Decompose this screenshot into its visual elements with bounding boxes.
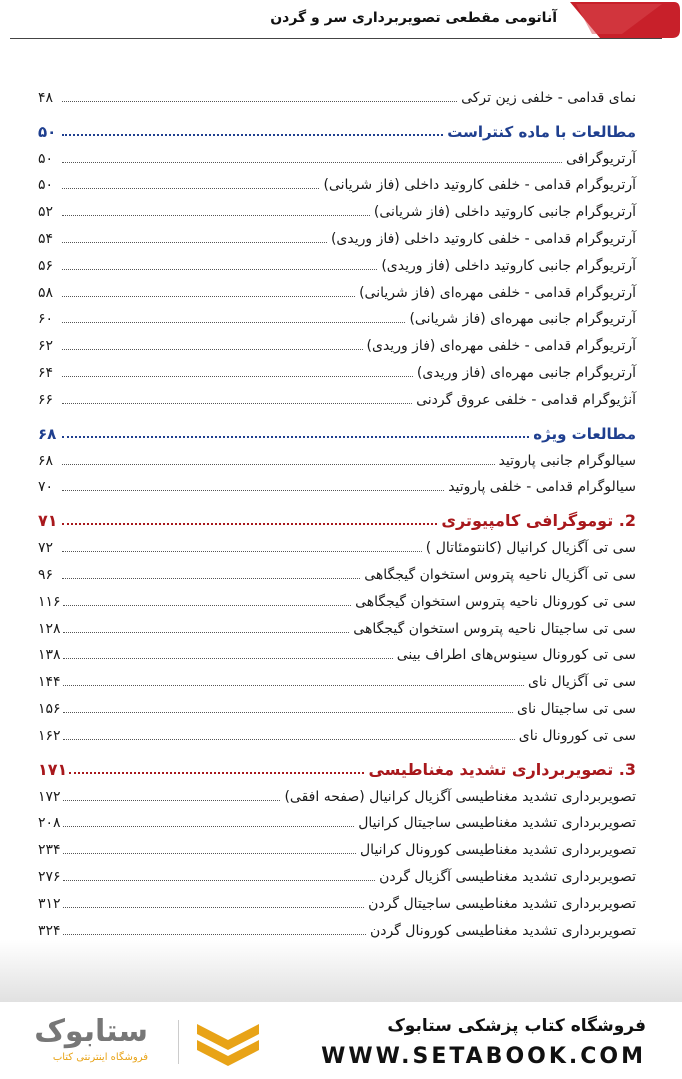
toc-entry-title: آرتریوگرافی xyxy=(565,150,636,167)
toc-entry-title: آرتریوگرام قدامی - خلفی کاروتید داخلی (فاز وریدی) xyxy=(330,230,636,247)
toc-entry[interactable] xyxy=(38,248,636,275)
toc-entry[interactable] xyxy=(38,584,636,611)
toc-section-heading[interactable] xyxy=(38,500,636,530)
toc-entry-title: آرتریوگرام جانبی کاروتید داخلی (فاز شریانی) xyxy=(373,204,636,221)
toc-page-number: ۶۲ xyxy=(38,338,54,355)
toc-section-heading[interactable] xyxy=(38,111,636,141)
toc-entry-title: تصویربرداری تشدید مغناطیسی ساجیتال گردن xyxy=(368,895,636,912)
toc-entry[interactable] xyxy=(38,913,636,940)
toc-page-number: ۲۷۶ xyxy=(38,868,61,885)
dot-leader xyxy=(62,296,355,297)
toc-entry[interactable] xyxy=(38,832,636,859)
dot-leader xyxy=(62,188,319,189)
dot-leader xyxy=(62,242,327,243)
toc-entry[interactable] xyxy=(38,859,636,886)
toc-entry[interactable] xyxy=(38,557,636,584)
toc-page-number: ۱۳۸ xyxy=(38,647,61,664)
toc-section-heading[interactable] xyxy=(38,749,636,779)
toc-page-number: ۵۰ xyxy=(38,122,57,141)
toc-page-number: ۱۵۶ xyxy=(38,700,61,717)
toc-entry[interactable] xyxy=(38,691,636,718)
dot-leader xyxy=(63,853,356,854)
setabook-logo xyxy=(28,1014,268,1070)
toc-entry-title: سی تی کورونال نای xyxy=(518,727,636,744)
toc-entry-title: سی تی کورونال سینوس‌های اطراف بینی xyxy=(396,647,636,664)
dot-leader xyxy=(62,490,444,491)
toc-page-number: ۱۷۱ xyxy=(38,759,68,779)
toc-entry-title: 2. توموگرافی کامپیوتری xyxy=(441,511,636,531)
toc-page-number: ۶۸ xyxy=(38,452,54,469)
dot-leader xyxy=(63,739,515,740)
toc-entry[interactable] xyxy=(38,80,636,107)
dot-leader xyxy=(62,403,412,404)
store-url[interactable]: WWW.SETABOOK.COM xyxy=(321,1044,646,1069)
footer-shadow xyxy=(0,940,682,1002)
footer-banner xyxy=(0,1002,682,1079)
dot-leader xyxy=(63,880,376,881)
header-rule xyxy=(10,38,662,39)
dot-leader xyxy=(63,907,365,908)
toc-page-number: ۶۰ xyxy=(38,311,54,328)
toc-entry-title: تصویربرداری تشدید مغناطیسی کورونال کرانیال xyxy=(360,842,636,859)
toc-entry-title: تصویربرداری تشدید مغناطیسی کورونال گردن xyxy=(369,922,636,939)
toc-entry[interactable] xyxy=(38,470,636,497)
toc-entry[interactable] xyxy=(38,302,636,329)
toc-entry-title: تصویربرداری تشدید مغناطیسی ساجیتال کرانیال xyxy=(358,815,636,832)
toc-page-number: ۶۸ xyxy=(38,424,57,443)
toc-page-number: ۲۳۴ xyxy=(38,842,61,859)
toc-page-number: ۱۱۶ xyxy=(38,593,61,610)
toc-page-number: ۷۰ xyxy=(38,479,54,496)
dot-leader xyxy=(62,162,562,163)
dot-leader xyxy=(62,436,529,438)
toc-entry-title: سی تی ساجیتال نای xyxy=(517,700,636,717)
toc-entry[interactable] xyxy=(38,382,636,409)
running-title: آناتومی مقطعی تصویربرداری سر و گردن xyxy=(270,10,557,26)
toc-page-number: ۶۶ xyxy=(38,391,54,408)
toc-entry[interactable] xyxy=(38,275,636,302)
toc-entry-title: سیالوگرام جانبی پاروتید xyxy=(498,452,636,469)
toc-page-number: ۷۲ xyxy=(38,540,54,557)
toc-entry[interactable] xyxy=(38,168,636,195)
toc-entry-title: آرتریوگرام قدامی - خلفی کاروتید داخلی (فاز شریانی) xyxy=(323,177,636,194)
toc-entry[interactable] xyxy=(38,664,636,691)
dot-leader xyxy=(62,464,495,465)
toc-entry-title: سیالوگرام قدامی - خلفی پاروتید xyxy=(448,479,636,496)
dot-leader xyxy=(62,134,443,136)
toc-entry-title: آنژیوگرام قدامی - خلفی عروق گردنی xyxy=(416,391,636,408)
toc-page-number: ۵۴ xyxy=(38,230,54,247)
toc-entry-title: آرتریوگرام جانبی مهره‌ای (فاز شریانی) xyxy=(409,311,636,328)
toc-entry-title: تصویربرداری تشدید مغناطیسی آگزیال گردن xyxy=(379,868,636,885)
dot-leader xyxy=(62,101,457,102)
toc-entry-title: مطالعات با ماده کنتراست xyxy=(447,122,636,141)
toc-page-number: ۵۲ xyxy=(38,204,54,221)
dot-leader xyxy=(63,632,350,633)
dot-leader xyxy=(62,578,360,579)
dot-leader xyxy=(63,605,352,606)
store-name: فروشگاه کتاب پزشکی ستابوک xyxy=(387,1016,646,1036)
logo-subtext: فروشگاه اینترنتی کتاب xyxy=(52,1052,148,1063)
toc-entry[interactable] xyxy=(38,638,636,665)
toc-entry-title: آرتریوگرام قدامی - خلفی مهره‌ای (فاز شریانی) xyxy=(359,284,636,301)
toc-entry[interactable] xyxy=(38,328,636,355)
toc-page-number: ۴۸ xyxy=(38,89,54,106)
toc-page-number: ۳۲۴ xyxy=(38,922,61,939)
toc-entry-title: سی تی آگزیال نای xyxy=(527,674,636,691)
dot-leader xyxy=(62,269,377,270)
book-chevron-icon xyxy=(193,1018,263,1066)
toc-entry-title: 3. تصویربرداری تشدید مغناطیسی xyxy=(368,759,636,779)
dot-leader xyxy=(62,215,370,216)
dot-leader xyxy=(69,772,364,774)
dot-leader xyxy=(62,551,422,552)
dot-leader xyxy=(63,800,281,801)
dot-leader xyxy=(62,376,413,377)
dot-leader xyxy=(63,826,355,827)
toc-page-number: ۵۰ xyxy=(38,150,54,167)
toc-entry[interactable] xyxy=(38,443,636,470)
logo-divider xyxy=(178,1020,179,1064)
dot-leader xyxy=(63,658,393,659)
toc-entry-title: سی تی آگزیال کرانیال (کانتومئاتال ) xyxy=(425,540,636,557)
toc-entry[interactable] xyxy=(38,355,636,382)
dot-leader xyxy=(62,349,363,350)
toc-page-number: ۱۴۴ xyxy=(38,674,61,691)
toc-entry[interactable] xyxy=(38,806,636,833)
toc-entry-title: آرتریوگرام جانبی کاروتید داخلی (فاز وریدی) xyxy=(381,257,636,274)
toc-entry[interactable] xyxy=(38,779,636,806)
toc-entry-title: نمای قدامی - خلفی زین ترکی xyxy=(461,89,636,106)
toc-entry-title: سی تی آگزیال ناحیه پتروس استخوان گیجگاهی xyxy=(364,566,636,583)
toc-page-number: ۲۰۸ xyxy=(38,815,61,832)
toc-page-number: ۱۲۸ xyxy=(38,620,61,637)
dot-leader xyxy=(63,934,366,935)
toc-entry-title: تصویربرداری تشدید مغناطیسی آگزیال کرانیال (صفحه افقی) xyxy=(284,788,636,805)
toc-entry-title: سی تی کورونال ناحیه پتروس استخوان گیجگاهی xyxy=(355,593,636,610)
toc-page-number: ۱۷۲ xyxy=(38,788,61,805)
page-header xyxy=(0,0,682,44)
toc-page-number: ۳۱۲ xyxy=(38,895,61,912)
toc-entry-title: مطالعات ویژه xyxy=(533,424,636,443)
toc-entry[interactable] xyxy=(38,886,636,913)
toc-entry[interactable] xyxy=(38,194,636,221)
toc-entry[interactable] xyxy=(38,530,636,557)
dot-leader xyxy=(63,712,513,713)
toc-entry[interactable] xyxy=(38,141,636,168)
toc-entry-title: آرتریوگرام قدامی - خلفی مهره‌ای (فاز وریدی) xyxy=(366,338,636,355)
toc-entry[interactable] xyxy=(38,611,636,638)
toc-section-heading[interactable] xyxy=(38,413,636,443)
table-of-contents xyxy=(38,80,636,940)
toc-page-number: ۹۶ xyxy=(38,566,54,583)
toc-page-number: ۱۶۲ xyxy=(38,727,61,744)
toc-entry[interactable] xyxy=(38,718,636,745)
toc-entry-title: سی تی ساجیتال ناحیه پتروس استخوان گیجگاهی xyxy=(353,620,636,637)
header-red-tab xyxy=(562,0,682,40)
toc-page-number: ۵۶ xyxy=(38,257,54,274)
logo-text: ستابوک xyxy=(34,1014,148,1049)
dot-leader xyxy=(62,523,437,525)
dot-leader xyxy=(63,685,524,686)
dot-leader xyxy=(62,322,405,323)
toc-entry[interactable] xyxy=(38,221,636,248)
toc-page-number: ۷۱ xyxy=(38,511,58,531)
toc-page-number: ۶۴ xyxy=(38,364,54,381)
toc-page-number: ۵۰ xyxy=(38,177,54,194)
toc-entry-title: آرتریوگرام جانبی مهره‌ای (فاز وریدی) xyxy=(416,364,636,381)
toc-page-number: ۵۸ xyxy=(38,284,54,301)
